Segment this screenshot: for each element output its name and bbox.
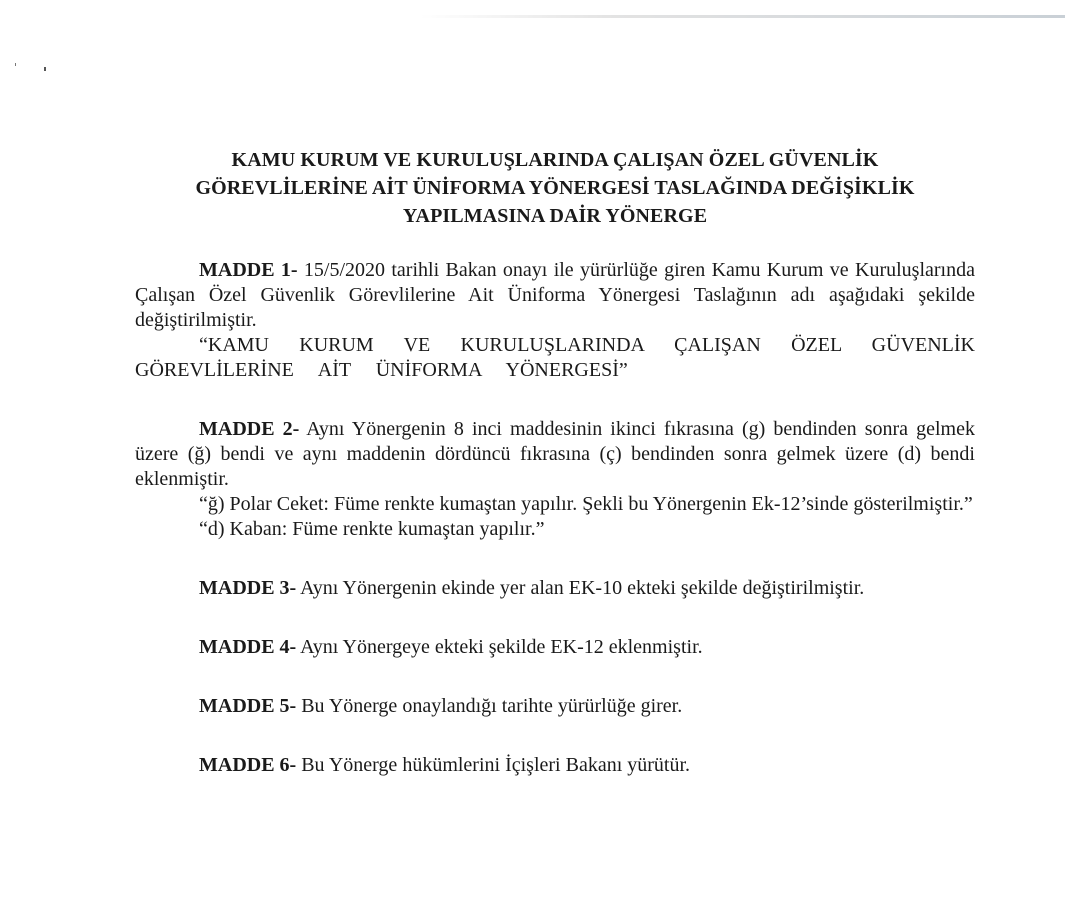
document-page <box>135 146 975 778</box>
article-text: Bu Yönerge hükümlerini İçişleri Bakanı yürütür. <box>296 754 691 776</box>
title-line: KAMU KURUM VE KURULUŞLARINDA ÇALIŞAN ÖZEL GÜVENLİK <box>231 149 879 171</box>
article-paragraph <box>135 417 975 492</box>
article-paragraph <box>135 258 975 333</box>
article-5 <box>135 694 975 719</box>
article-text: Aynı Yönergenin 8 inci maddesinin ikinci fıkrasına (g) bendinden sonra gelmek üzere (ğ) bendi ve aynı maddenin dördüncü fıkrasına (ç) bendinden sonra gelmek üzere (d) bendi eklenmiştir. <box>135 418 975 490</box>
document-title <box>135 146 975 230</box>
scan-speck <box>44 67 46 71</box>
article-quote: “d) Kaban: Füme renkte kumaştan yapılır.” <box>199 518 545 540</box>
article-label: MADDE 4- <box>199 636 297 658</box>
article-text: Aynı Yönergenin ekinde yer alan EK-10 ekteki şekilde değiştirilmiştir. <box>296 577 865 599</box>
article-4 <box>135 635 975 660</box>
article-label: MADDE 5- <box>199 695 297 717</box>
scan-artifact-line <box>420 15 1065 18</box>
article-text: Bu Yönerge onaylandığı tarihte yürürlüğe girer. <box>296 695 683 717</box>
article-quote: “ğ) Polar Ceket: Füme renkte kumaştan yapılır. Şekli bu Yönergenin Ek-12’sinde gösterilmiştir.” <box>199 493 973 515</box>
article-text: Aynı Yönergeye ekteki şekilde EK-12 eklenmiştir. <box>296 636 703 658</box>
article-6 <box>135 753 975 778</box>
scan-speck <box>15 63 16 66</box>
title-line: YAPILMASINA DAİR YÖNERGE <box>402 205 708 227</box>
article-quote: “KAMU KURUM VE KURULUŞLARINDA ÇALIŞAN ÖZEL GÜVENLİK GÖREVLİLERİNE AİT ÜNİFORMA YÖNERGESİ” <box>135 334 975 381</box>
article-1 <box>135 258 975 383</box>
article-2 <box>135 417 975 542</box>
article-text: 15/5/2020 tarihli Bakan onayı ile yürürlüğe giren Kamu Kurum ve Kuruluşlarında Çalışan Özel Güvenlik Görevlilerine Ait Üniforma Yönergesi Taslağının adı aşağıdaki şekilde değiştirilmiştir. <box>135 259 975 331</box>
article-3 <box>135 576 975 601</box>
article-label: MADDE 1- <box>199 259 298 281</box>
title-line: GÖREVLİLERİNE AİT ÜNİFORMA YÖNERGESİ TASLAĞINDA DEĞİŞİKLİK <box>195 177 915 199</box>
article-label: MADDE 6- <box>199 754 297 776</box>
article-label: MADDE 2- <box>199 418 300 440</box>
article-label: MADDE 3- <box>199 577 297 599</box>
